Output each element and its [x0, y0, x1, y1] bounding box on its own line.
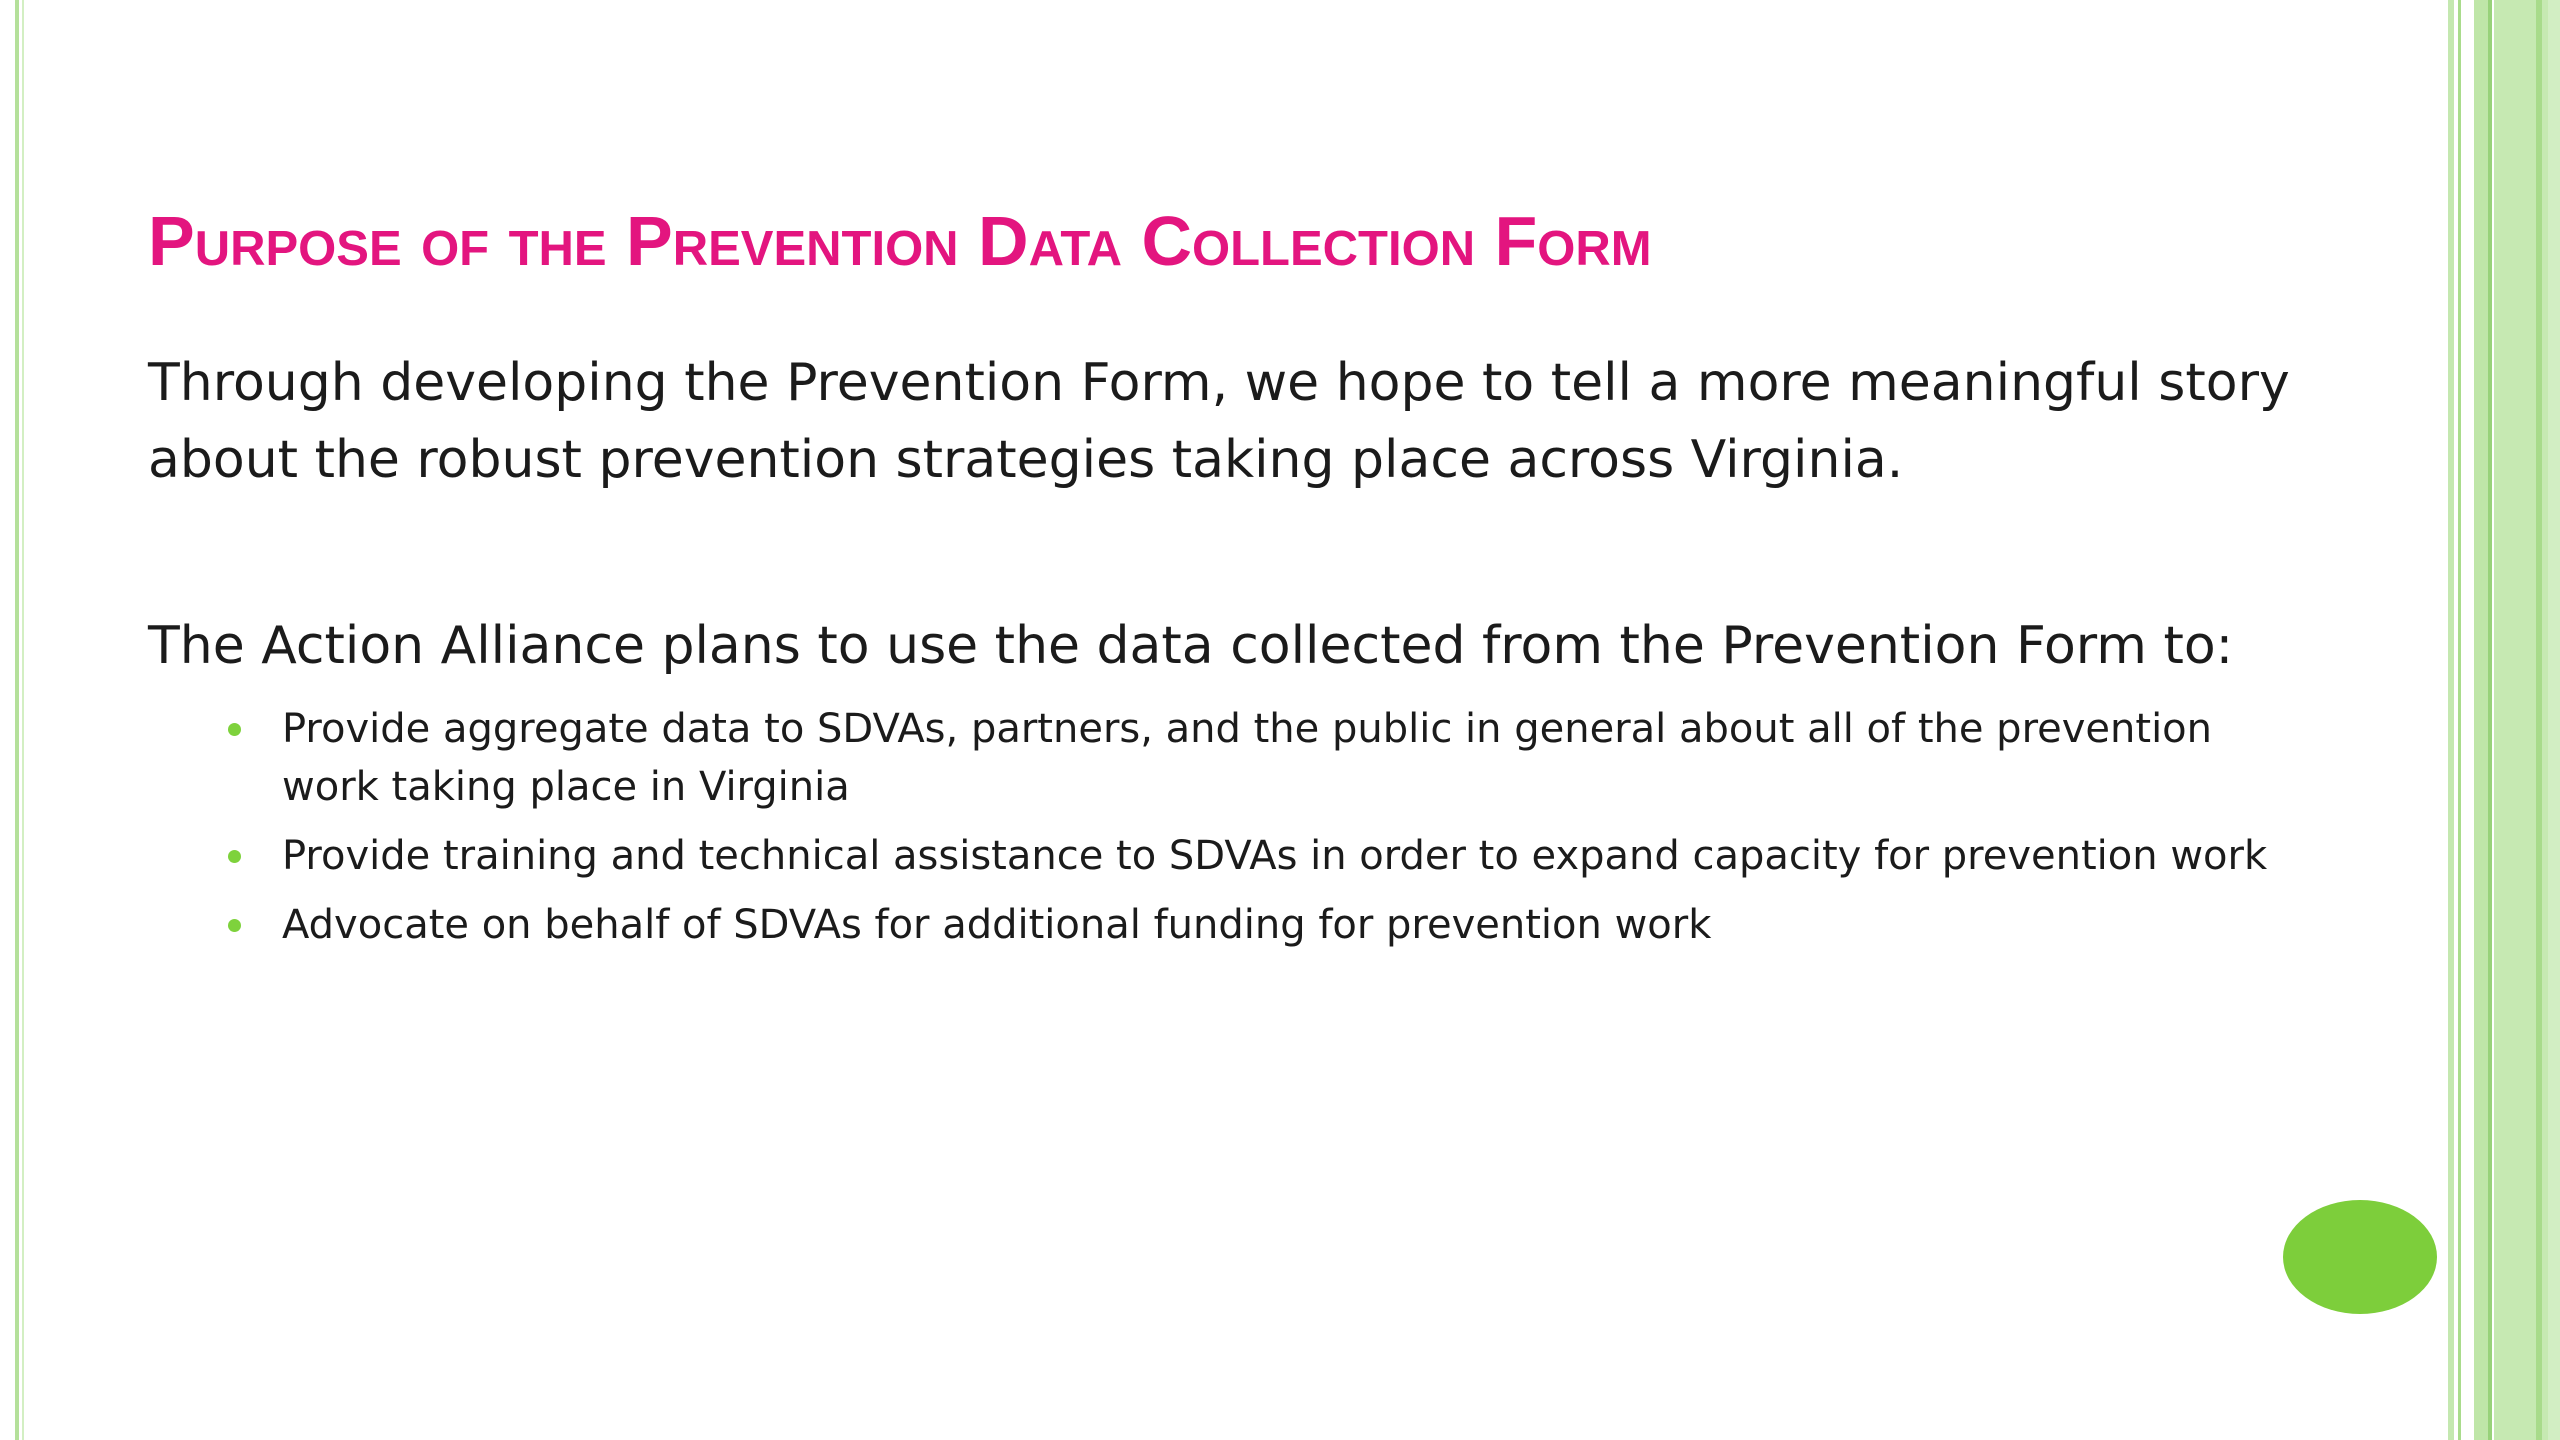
green-oval-decoration [2283, 1200, 2437, 1314]
bullet-dot-icon [228, 919, 241, 932]
right-border-edge [2548, 0, 2560, 1440]
bullet-dot-icon [228, 850, 241, 863]
bullet-item [148, 896, 2298, 954]
right-border-line [2448, 0, 2454, 1440]
bullet-dot-icon [228, 723, 241, 736]
lead-sentence: The Action Alliance plans to use the data collected from the Prevention Form to: [148, 616, 2234, 676]
intro-paragraph: Through developing the Prevention Form, we hope to tell a more meaningful story about the robust prevention strategies taking place across Virginia. [148, 353, 2290, 490]
slide-title: Purpose of the Prevention Data Collection Form [148, 202, 1652, 280]
left-border-stripe [15, 0, 19, 1440]
right-border-line [2536, 0, 2542, 1440]
right-border-band [2474, 0, 2488, 1440]
bullet-text: Advocate on behalf of SDVAs for additional funding for prevention work [282, 902, 1712, 948]
bullet-text: Provide training and technical assistance to SDVAs in order to expand capacity for prevention work [282, 833, 2268, 879]
bullet-item [148, 827, 2298, 885]
bullet-text: Provide aggregate data to SDVAs, partners, and the public in general about all of the prevention work taking place in Virginia [282, 706, 2212, 810]
right-border-line [2458, 0, 2461, 1440]
left-border-stripe-inner [22, 0, 24, 1440]
bullet-list [148, 700, 2298, 965]
right-border-line [2488, 0, 2492, 1440]
bullet-item [148, 700, 2298, 816]
